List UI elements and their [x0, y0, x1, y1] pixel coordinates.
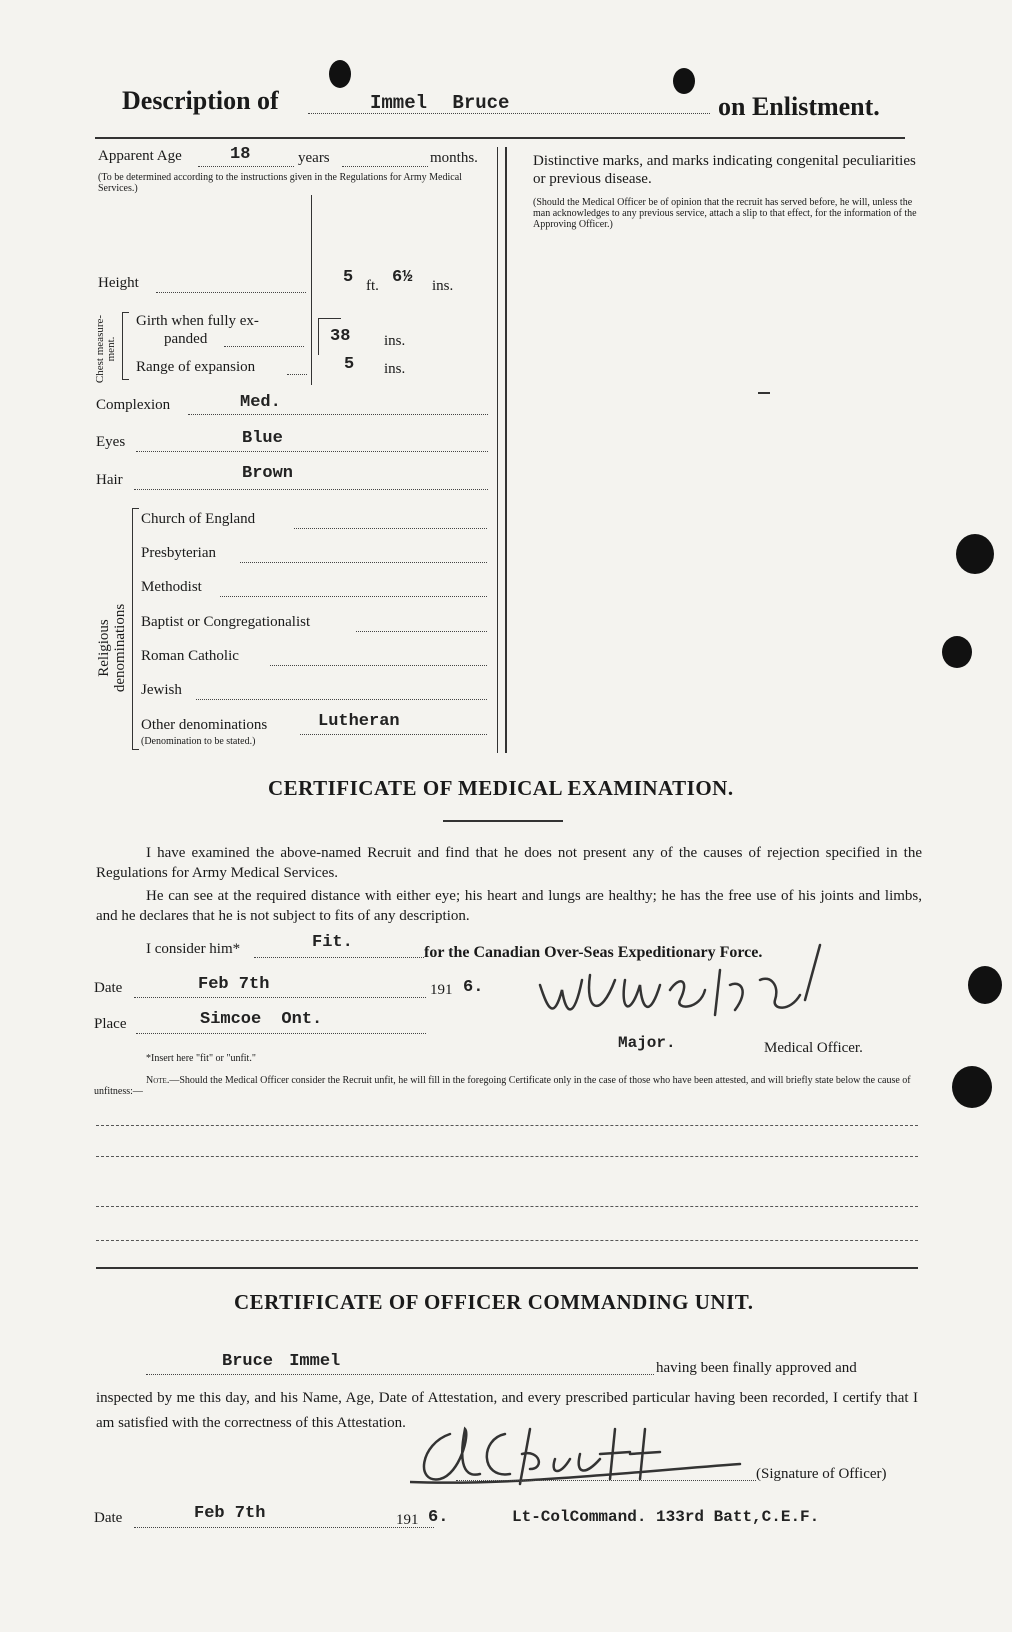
- note-label: Note.: [146, 1075, 170, 1086]
- commanding-certificate-heading: CERTIFICATE OF OFFICER COMMANDING UNIT.: [234, 1290, 754, 1314]
- dotted-line: [220, 596, 487, 597]
- dotted-line: [356, 631, 487, 632]
- months-label: months.: [430, 150, 478, 166]
- dotted-line: [300, 734, 487, 735]
- height-label: Height: [98, 275, 139, 291]
- years-label: years: [298, 150, 330, 166]
- insert-note: *Insert here "fit" or "unfit.": [146, 1053, 256, 1064]
- girth-ins-label: ins.: [384, 333, 406, 349]
- complexion-label: Complexion: [96, 397, 171, 413]
- form-title-suffix: on Enlistment.: [718, 92, 880, 121]
- ink-blot: [968, 966, 1002, 1004]
- eyes-value: Blue: [242, 429, 283, 448]
- other-denominations-label: Other denominations: [141, 717, 268, 733]
- chest-brace: [122, 312, 129, 380]
- dotted-line: [342, 166, 428, 167]
- religion-baptist: Baptist or Congregationalist: [141, 614, 311, 630]
- hair-label: Hair: [96, 472, 123, 488]
- medical-date-label: Date: [94, 980, 123, 996]
- religion-label: Religious denominations: [96, 603, 128, 693]
- religion-brace: [132, 508, 139, 750]
- divider: [96, 1267, 918, 1269]
- medical-para-1: I have examined the above-named Recruit and find that he does not present any of the causes of rejection specified in the Regulations for Army Medical Services.: [96, 845, 922, 881]
- force-label: for the Canadian Over-Seas Expeditionary Force.: [424, 944, 763, 961]
- girth-label-1: Girth when fully ex-: [136, 313, 259, 329]
- dotted-line: [240, 562, 487, 563]
- consider-label: I consider him*: [146, 941, 241, 957]
- divider: [505, 147, 507, 753]
- divider: [443, 820, 563, 822]
- divider: [95, 137, 905, 139]
- dotted-line: [136, 451, 488, 452]
- religion-methodist: Methodist: [141, 579, 202, 595]
- medical-officer-rank: Major.: [618, 1034, 676, 1052]
- dotted-line: [294, 528, 487, 529]
- feet-label: ft.: [366, 278, 379, 294]
- chest-label: Chest measure-ment.: [94, 314, 117, 384]
- dotted-line: [188, 414, 488, 415]
- range-ins-label: ins.: [384, 361, 406, 377]
- distinctive-marks-label: Distinctive marks, and marks indicating congenital peculiarities or previous disease.: [533, 153, 916, 187]
- denomination-note: (Denomination to be stated.): [141, 736, 256, 747]
- unfit-cause-line: [96, 1156, 918, 1157]
- dotted-line: [134, 997, 426, 998]
- divider: [497, 147, 498, 753]
- note-text: —Should the Medical Officer consider the Recruit unfit, he will fill in the foregoing Certificate only in the case of those who have been attested, and will briefly state below the cause of unfitness:—: [94, 1075, 911, 1097]
- signature-label: (Signature of Officer): [756, 1466, 887, 1482]
- ink-blot: [952, 1066, 992, 1108]
- commanding-para: inspected by me this day, and his Name, Age, Date of Attestation, and every prescribed particular having been recorded, I certify that I am satisfied with the correctness of this Attestation.: [96, 1390, 918, 1431]
- medical-para-2: He can see at the required distance with either eye; his heart and lungs are healthy; he has the free use of his joints and limbs, and he declares that he is not subject to fits of any description.: [96, 888, 922, 924]
- height-inches: 6½: [392, 268, 413, 287]
- range-value: 5: [344, 355, 355, 374]
- recruit-name: Immel Bruce: [370, 92, 510, 114]
- unfit-cause-line: [96, 1125, 918, 1126]
- ink-blot: [956, 534, 994, 574]
- religion-presbyterian: Presbyterian: [141, 545, 216, 561]
- unfit-cause-line: [96, 1240, 918, 1241]
- fitness-value: Fit.: [312, 933, 353, 952]
- girth-value: 38: [330, 327, 351, 346]
- other-denomination-value: Lutheran: [318, 712, 400, 731]
- commanding-officer-signature: [410, 1414, 750, 1494]
- dotted-line: [224, 346, 304, 347]
- commanding-officer-rank: Lt-ColCommand. 133rd Batt,C.E.F.: [512, 1508, 820, 1526]
- age-value: 18: [230, 145, 251, 164]
- religion-jewish: Jewish: [141, 682, 182, 698]
- medical-officer-label: Medical Officer.: [764, 1040, 863, 1056]
- dotted-line: [134, 1527, 434, 1528]
- hair-value: Brown: [242, 464, 294, 483]
- approved-text: having been finally approved and: [656, 1360, 857, 1376]
- ink-blot: [942, 636, 972, 668]
- dotted-line: [136, 1033, 426, 1034]
- dotted-line: [270, 665, 487, 666]
- inches-label: ins.: [432, 278, 454, 294]
- medical-year-digit: 6.: [463, 978, 484, 997]
- unfit-cause-line: [96, 1206, 918, 1207]
- dotted-line: [254, 957, 424, 958]
- complexion-value: Med.: [240, 393, 281, 412]
- dotted-line: [134, 489, 488, 490]
- place-label: Place: [94, 1016, 127, 1032]
- ink-blot: [673, 68, 695, 94]
- dotted-line: [146, 1374, 654, 1375]
- dotted-line: [198, 166, 294, 167]
- religion-church-of-england: Church of England: [141, 511, 256, 527]
- previous-service-note: (Should the Medical Officer be of opinion that the recruit has served before, he will, unless the man acknowledges to any previous service, attach a slip to that effect, for the information of the Approving Officer.): [533, 197, 917, 230]
- height-feet: 5: [343, 268, 354, 287]
- dotted-line: [156, 292, 306, 293]
- commanding-year-prefix: 191: [396, 1512, 419, 1528]
- apparent-age-label: Apparent Age: [98, 148, 182, 164]
- dotted-line: [456, 1480, 756, 1481]
- eyes-label: Eyes: [96, 434, 126, 450]
- unfit-note: [94, 1075, 920, 1097]
- dotted-line: [308, 113, 710, 114]
- ink-blot: [329, 60, 351, 88]
- age-note: (To be determined according to the instructions given in the Regulations for Army Medical Services.): [98, 172, 462, 194]
- medical-certificate-heading: CERTIFICATE OF MEDICAL EXAMINATION.: [268, 776, 734, 800]
- pencil-mark: [758, 392, 770, 394]
- range-label: Range of expansion: [136, 359, 256, 375]
- divider: [311, 195, 312, 385]
- commanding-year-digit: 6.: [428, 1508, 449, 1527]
- religion-roman-catholic: Roman Catholic: [141, 648, 239, 664]
- place-value: Simcoe Ont.: [200, 1010, 323, 1029]
- girth-label-2: panded: [164, 331, 208, 347]
- commanding-date-label: Date: [94, 1510, 123, 1526]
- medical-date-value: Feb 7th: [198, 975, 270, 994]
- medical-officer-signature: [530, 940, 890, 1040]
- medical-year-prefix: 191: [430, 982, 453, 998]
- commanding-date-value: Feb 7th: [194, 1504, 266, 1523]
- dotted-line: [196, 699, 487, 700]
- form-title-prefix: Description of: [122, 86, 279, 115]
- dotted-line: [287, 374, 307, 375]
- recruit-name-value: Bruce Immel: [222, 1352, 341, 1371]
